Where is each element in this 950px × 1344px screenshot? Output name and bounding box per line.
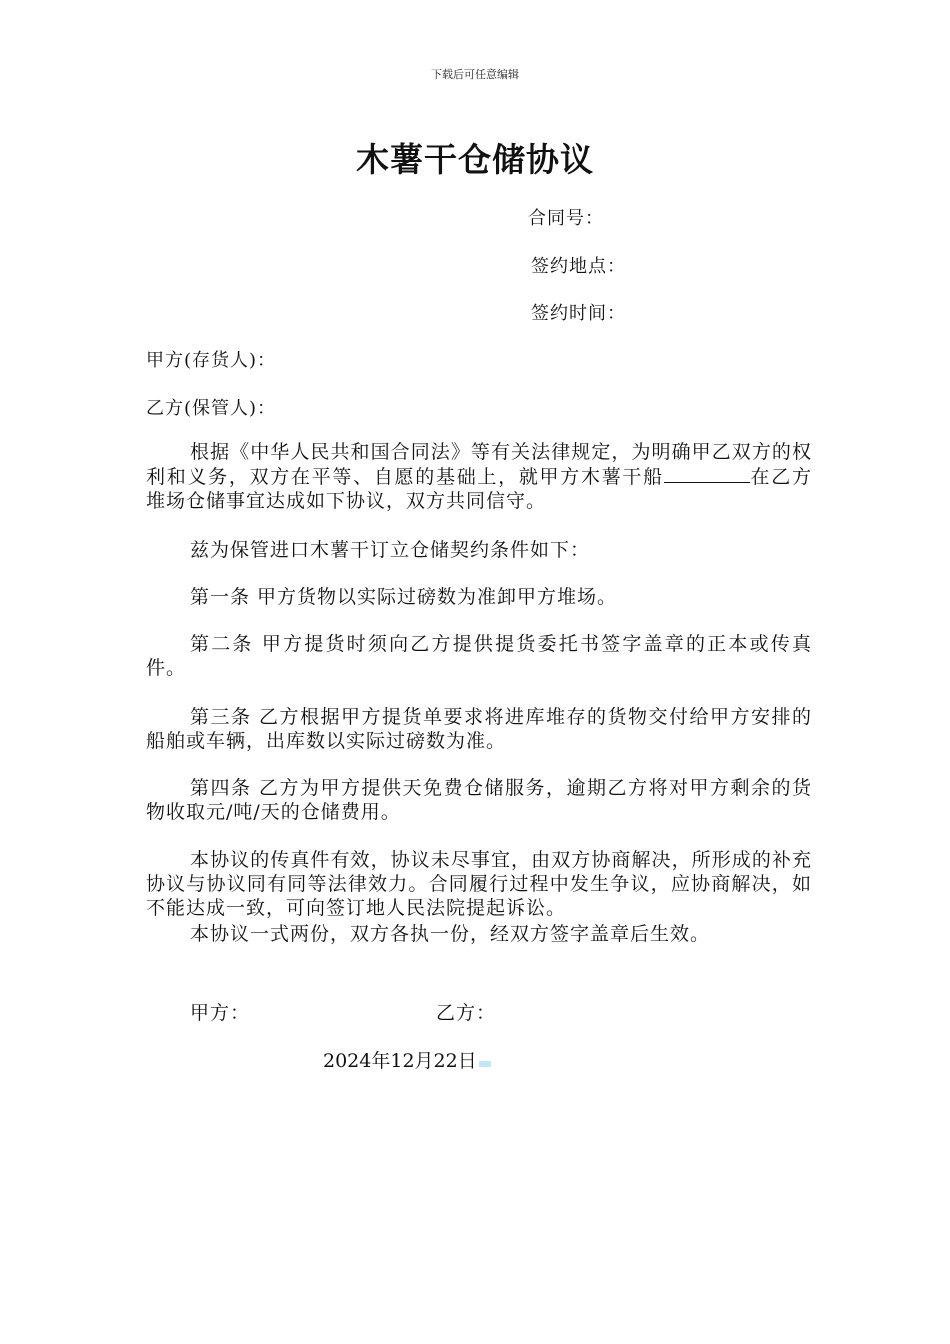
sign-place-label: 签约地点：: [531, 256, 626, 277]
party-b-signature-label: 乙方：: [436, 1002, 497, 1024]
preamble-paragraph: 兹为保管进口木薯干订立仓储契约条件如下：: [190, 539, 591, 561]
article-3: 第三条 乙方根据甲方提货单要求将进库堆存的货物交付给甲方安排的船舶或车辆，出库数以实际过磅数为准。: [146, 706, 812, 752]
signing-date: [323, 1046, 491, 1073]
document-title: 木薯干仓储协议: [356, 140, 594, 179]
closing-paragraph-1: 本协议的传真件有效，协议未尽事宜，由双方协商解决，所形成的补充协议与协议同有同等法律效力。合同履行过程中发生争议，应协商解决，如不能达成一致，可向签订地人民法院提起诉讼。: [146, 849, 812, 919]
party-a-label: 甲方(存货人)：: [146, 350, 277, 371]
sign-time-label: 签约时间：: [531, 303, 626, 324]
intro-paragraph: [146, 440, 812, 513]
vessel-name-blank[interactable]: [664, 464, 750, 483]
intro-text-2: 在乙方堆场仓储事宜达成如下协议，双方共同信守。: [146, 466, 812, 512]
article-2: 第二条 甲方提货时须向乙方提供提货委托书签字盖章的正本或传真件。: [146, 633, 812, 679]
contract-number-label: 合同号：: [528, 208, 604, 229]
closing-paragraph-2: 本协议一式两份，双方各执一份，经双方签字盖章后生效。: [190, 923, 711, 945]
date-text: 2024年12月22日: [323, 1050, 477, 1072]
header-note: 下载后可任意编辑: [431, 68, 519, 81]
article-1: 第一条 甲方货物以实际过磅数为准卸甲方堆场。: [190, 586, 618, 608]
party-a-signature-label: 甲方：: [190, 1002, 251, 1024]
text-cursor-highlight: [479, 1061, 491, 1067]
article-4: 第四条 乙方为甲方提供天免费仓储服务，逾期乙方将对甲方剩余的货物收取元/吨/天的仓储费用。: [146, 777, 812, 823]
intro-text-1: 根据《中华人民共和国合同法》等有关法律规定，为明确甲乙双方的权利和义务，双方在平等、自愿的基础上，就甲方木薯干船: [146, 441, 812, 488]
party-b-label: 乙方(保管人)：: [146, 398, 277, 419]
